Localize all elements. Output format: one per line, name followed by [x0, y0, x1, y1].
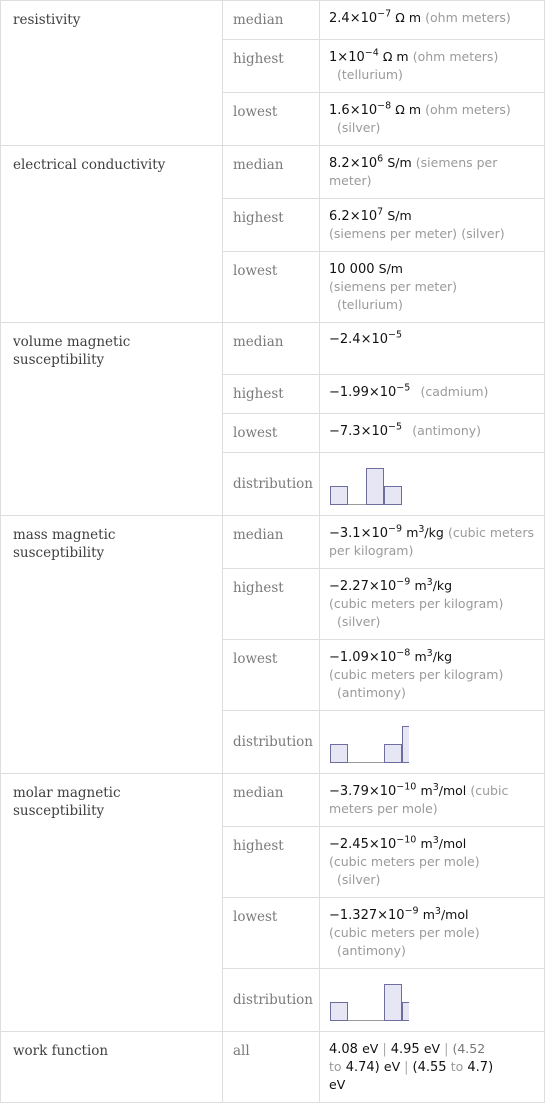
value-resistivity-lowest: $1.6\times 10^{-8}$ Ω m (ohm meters) (silver) — [320, 93, 545, 146]
label-highest: highest — [223, 40, 320, 93]
label-highest: highest — [223, 199, 320, 252]
value-molar-highest: $-2.45\times 10^{-10}$ $m^3$/mol (cubic meters per mole) (silver) — [320, 827, 545, 898]
property-molar-magnetic-susceptibility: molar magnetic susceptibility — [1, 774, 223, 1032]
value-molar-lowest: $-1.327\times 10^{-9}$ $m^3$/mol (cubic meters per mole) (antimony) — [320, 898, 545, 969]
volume-histogram-bar — [367, 469, 384, 505]
molar-histogram-bar — [403, 1003, 410, 1021]
value-resistivity-highest: $1\times 10^{-4}$ Ω m (ohm meters) (tellurium) — [320, 40, 545, 93]
value-conductivity-lowest: 10 000 S/m (siemens per meter) (tellurium) — [320, 252, 545, 323]
label-highest: highest — [223, 375, 320, 414]
molar-histogram-bar — [385, 985, 402, 1021]
label-median: median — [223, 1, 320, 40]
times-sign: × — [349, 11, 361, 26]
mass-histogram-bar — [403, 727, 410, 763]
label-highest: highest — [223, 827, 320, 898]
property-volume-magnetic-susceptibility: volume magnetic susceptibility — [1, 323, 223, 516]
value-volume-lowest: $-7.3\times 10^{-5}$ (antimony) — [320, 414, 545, 453]
value-mass-lowest: $-1.09\times 10^{-8}$ $m^3/kg$ (cubic meters per kilogram) (antimony) — [320, 640, 545, 711]
volume-histogram-bar — [385, 487, 402, 505]
label-distribution: distribution — [223, 711, 320, 774]
volume-histogram-svg — [329, 465, 409, 507]
property-resistivity: resistivity — [1, 1, 223, 146]
value-conductivity-median: $8.2\times 10^6$ S/m (siemens per meter) — [320, 146, 545, 199]
property-electrical-conductivity: electrical conductivity — [1, 146, 223, 323]
label-median: median — [223, 323, 320, 375]
volume-distribution-histogram — [320, 453, 545, 516]
molar-histogram-svg — [329, 981, 409, 1023]
value-volume-median: $-2.4\times 10^{-5}$ — [320, 323, 545, 375]
label-lowest: lowest — [223, 93, 320, 146]
label-median: median — [223, 516, 320, 569]
label-distribution: distribution — [223, 969, 320, 1032]
label-lowest: lowest — [223, 414, 320, 453]
property-mass-magnetic-susceptibility: mass magnetic susceptibility — [1, 516, 223, 774]
value-conductivity-highest: $6.2\times 10^7$ S/m (siemens per meter) (silver) — [320, 199, 545, 252]
value-mass-highest: $-2.27\times 10^{-9}$ $m^3/kg$ (cubic meters per kilogram) (silver) — [320, 569, 545, 640]
mass-histogram-svg — [329, 723, 409, 765]
label-lowest: lowest — [223, 252, 320, 323]
value-molar-median: $-3.79\times 10^{-10}$ $m^3$/mol (cubic meters per mole) — [320, 774, 545, 827]
label-lowest: lowest — [223, 640, 320, 711]
value-work-function-all: 4.08 eV | 4.95 eV | (4.52 to 4.74) eV | (4.55 to 4.7) eV — [320, 1032, 545, 1103]
label-median: median — [223, 146, 320, 199]
mass-histogram-bar — [331, 745, 348, 763]
mass-distribution-histogram — [320, 711, 545, 774]
label-lowest: lowest — [223, 898, 320, 969]
label-highest: highest — [223, 569, 320, 640]
mass-histogram-bar — [385, 745, 402, 763]
label-distribution: distribution — [223, 453, 320, 516]
molar-distribution-histogram — [320, 969, 545, 1032]
value-volume-highest: $-1.99\times 10^{-5}$ (cadmium) — [320, 375, 545, 414]
property-work-function: work function — [1, 1032, 223, 1103]
volume-histogram-bar — [331, 487, 348, 505]
value-resistivity-median: $2.4\times 10^{-7}$ Ω m (ohm meters) — [320, 1, 545, 40]
label-median: median — [223, 774, 320, 827]
value-mass-median: $-3.1\times 10^{-9}$ $m^3/kg$ (cubic meters per kilogram) — [320, 516, 545, 569]
label-all: all — [223, 1032, 320, 1103]
molar-histogram-bar — [331, 1003, 348, 1021]
